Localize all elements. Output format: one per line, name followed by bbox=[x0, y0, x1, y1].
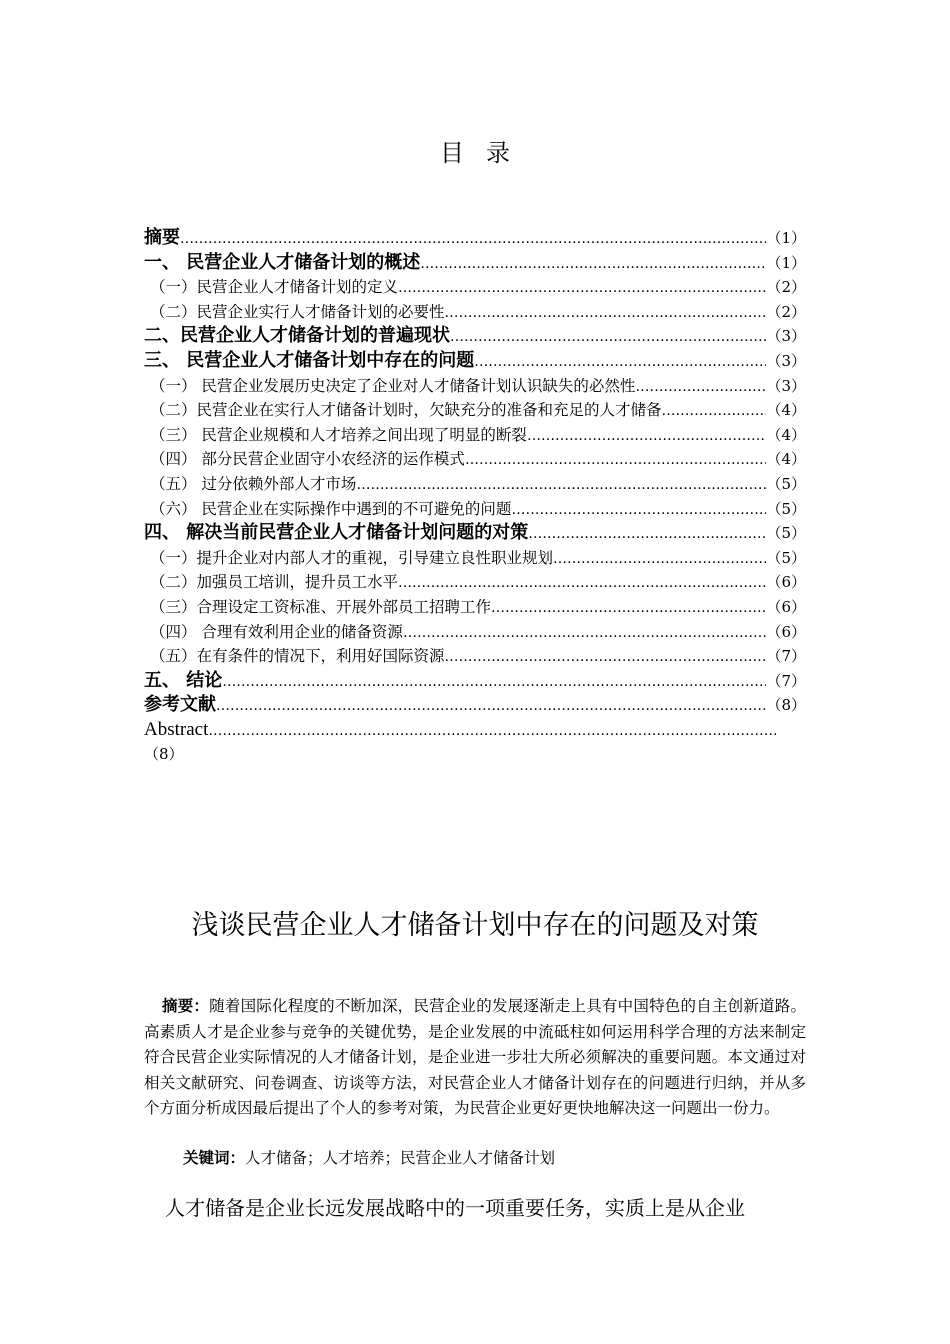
toc-leader-dots bbox=[511, 498, 766, 523]
toc-entry-text: 四、 解决当前民营企业人才储备计划问题的对策 bbox=[144, 522, 529, 544]
toc-leader-dots bbox=[216, 694, 766, 719]
toc-entry[interactable] bbox=[144, 226, 806, 251]
toc-entry-page: （2） bbox=[766, 278, 806, 297]
abstract-label: 摘要： bbox=[162, 997, 210, 1015]
toc-entry-text: （五） 过分依赖外部人才市场 bbox=[150, 474, 357, 493]
toc-entry[interactable] bbox=[144, 497, 806, 522]
toc-entry[interactable] bbox=[144, 620, 806, 645]
toc-entry-text: （六） 民营企业在实际操作中遇到的不可避免的问题 bbox=[150, 499, 512, 518]
toc-entry-text: 五、 结论 bbox=[144, 669, 223, 691]
toc-entry-page: （6） bbox=[766, 622, 806, 641]
toc-entry-page: （3） bbox=[766, 376, 806, 395]
toc-entry-text: 参考文献 bbox=[144, 694, 216, 716]
table-of-contents bbox=[144, 226, 806, 766]
toc-entry[interactable] bbox=[144, 693, 806, 718]
toc-leader-dots bbox=[445, 301, 767, 326]
toc-leader-dots bbox=[420, 252, 766, 277]
document-title: 浅谈民营企业人才储备计划中存在的问题及对策 bbox=[191, 910, 759, 941]
toc-leader-dots bbox=[527, 424, 767, 449]
toc-entry[interactable] bbox=[144, 423, 806, 448]
toc-entry[interactable] bbox=[144, 472, 806, 497]
toc-leader-dots bbox=[356, 473, 766, 498]
keywords-text: 人才储备；人才培养；民营企业人才储备计划 bbox=[245, 1149, 556, 1167]
toc-entry-text: （三） 民营企业规模和人才培养之间出现了明显的断裂 bbox=[150, 425, 527, 444]
toc-leader-dots bbox=[403, 621, 767, 646]
toc-entry-text: （五）在有条件的情况下，利用好国际资源 bbox=[150, 647, 445, 666]
body-paragraph: 人才储备是企业长远发展战略中的一项重要任务，实质上是从企业 bbox=[165, 1196, 745, 1220]
toc-entry-page: （6） bbox=[766, 573, 806, 592]
toc-entry[interactable] bbox=[144, 324, 806, 349]
toc-leader-dots bbox=[222, 670, 766, 695]
toc-entry-page: （8） bbox=[766, 696, 806, 715]
keywords-label: 关键词： bbox=[183, 1149, 246, 1167]
toc-entry-page: （4） bbox=[766, 425, 806, 444]
toc-entry-text: （二）民营企业在实行人才储备计划时，欠缺充分的准备和充足的人才储备 bbox=[150, 401, 662, 420]
toc-entry-page: （3） bbox=[766, 327, 806, 346]
toc-entry-page: （2） bbox=[766, 302, 806, 321]
toc-leader-dots bbox=[450, 325, 766, 350]
toc-entry[interactable] bbox=[144, 546, 806, 571]
toc-leader-dots bbox=[445, 645, 767, 670]
keywords-line bbox=[183, 1146, 555, 1170]
toc-entry-page: （1） bbox=[766, 253, 806, 272]
toc-entry-text: 一、 民营企业人才储备计划的概述 bbox=[144, 251, 421, 273]
toc-entry[interactable] bbox=[144, 644, 806, 669]
abstract-text: 随着国际化程度的不断加深，民营企业的发展逐渐走上具有中国特色的自主创新道路。高素质人才是企业参与竞争的关键优势，是企业发展的中流砥柱如何运用科学合理的方法来制定符合民营企业实际情况的人才储备计划，是企业进一步壮大所必须解决的重要问题。本文通过对相关文献研究、问卷调查、访谈等方法，对民营企业人才储备计划存在的问题进行归纳，并从多个方面分析成因最后提出了个人的参考对策，为民营企业更好更快地解决这一问题出一份力。 bbox=[144, 997, 806, 1117]
toc-entry[interactable] bbox=[144, 374, 806, 399]
toc-entry-text: （一）民营企业人才储备计划的定义 bbox=[150, 278, 399, 297]
toc-leader-dots bbox=[180, 227, 766, 252]
toc-entry-text: （一） 民营企业发展历史决定了企业对人才储备计划认识缺失的必然性 bbox=[150, 376, 636, 395]
toc-leader-dots bbox=[491, 596, 766, 621]
toc-entry[interactable] bbox=[144, 595, 806, 620]
toc-entry[interactable] bbox=[144, 447, 806, 472]
toc-leader-dots bbox=[553, 547, 766, 572]
abstract-paragraph bbox=[144, 994, 806, 1122]
toc-entry-text: （二）加强员工培训，提升员工水平 bbox=[150, 573, 399, 592]
toc-entry-page: （6） bbox=[766, 597, 806, 616]
toc-leader-dots bbox=[474, 350, 766, 375]
toc-entry[interactable] bbox=[144, 521, 806, 546]
toc-leader-dots bbox=[398, 276, 766, 301]
toc-entry-page: （5） bbox=[766, 524, 806, 543]
toc-entry-page: （1） bbox=[766, 229, 806, 247]
toc-entry-page: （5） bbox=[766, 499, 806, 518]
toc-title: 目录 bbox=[440, 139, 532, 167]
toc-entry[interactable] bbox=[144, 570, 806, 595]
toc-entry[interactable] bbox=[144, 251, 806, 276]
toc-entry-text: 摘要 bbox=[144, 227, 180, 248]
toc-entry-abstract[interactable] bbox=[144, 718, 776, 743]
toc-entry-page: （7） bbox=[766, 671, 806, 690]
toc-entry-text: （四） 部分民营企业固守小农经济的运作模式 bbox=[150, 450, 465, 469]
toc-entry[interactable] bbox=[144, 669, 806, 694]
toc-entry-page: （7） bbox=[766, 647, 806, 666]
toc-entry-text: 三、 民营企业人才储备计划中存在的问题 bbox=[144, 349, 475, 371]
toc-entry-page: （5） bbox=[766, 548, 806, 567]
toc-leader-dots bbox=[635, 375, 766, 400]
toc-leader-dots bbox=[662, 399, 767, 424]
toc-entry-text: （二）民营企业实行人才储备计划的必要性 bbox=[150, 302, 445, 321]
toc-entry-page: （8） bbox=[144, 745, 184, 764]
toc-entry[interactable] bbox=[144, 398, 806, 423]
toc-entry[interactable] bbox=[144, 300, 806, 325]
toc-entry-text: Abstract bbox=[144, 718, 209, 740]
toc-entry-text: （四） 合理有效利用企业的储备资源 bbox=[150, 622, 403, 641]
toc-leader-dots bbox=[208, 719, 776, 744]
toc-entry-page: （4） bbox=[766, 401, 806, 420]
toc-leader-dots bbox=[398, 571, 766, 596]
toc-entry[interactable] bbox=[144, 349, 806, 374]
toc-entry-page: （5） bbox=[766, 474, 806, 493]
toc-entry-text: （一）提升企业对内部人才的重视，引导建立良性职业规划 bbox=[150, 548, 554, 567]
toc-entry-text: 二、民营企业人才储备计划的普遍现状 bbox=[144, 325, 450, 347]
toc-leader-dots bbox=[465, 448, 767, 473]
toc-entry[interactable] bbox=[144, 275, 806, 300]
toc-leader-dots bbox=[528, 522, 766, 547]
toc-entry-page: （4） bbox=[766, 450, 806, 469]
toc-entry-page: （3） bbox=[766, 351, 806, 370]
toc-entry-text: （三）合理设定工资标准、开展外部员工招聘工作 bbox=[150, 597, 492, 616]
